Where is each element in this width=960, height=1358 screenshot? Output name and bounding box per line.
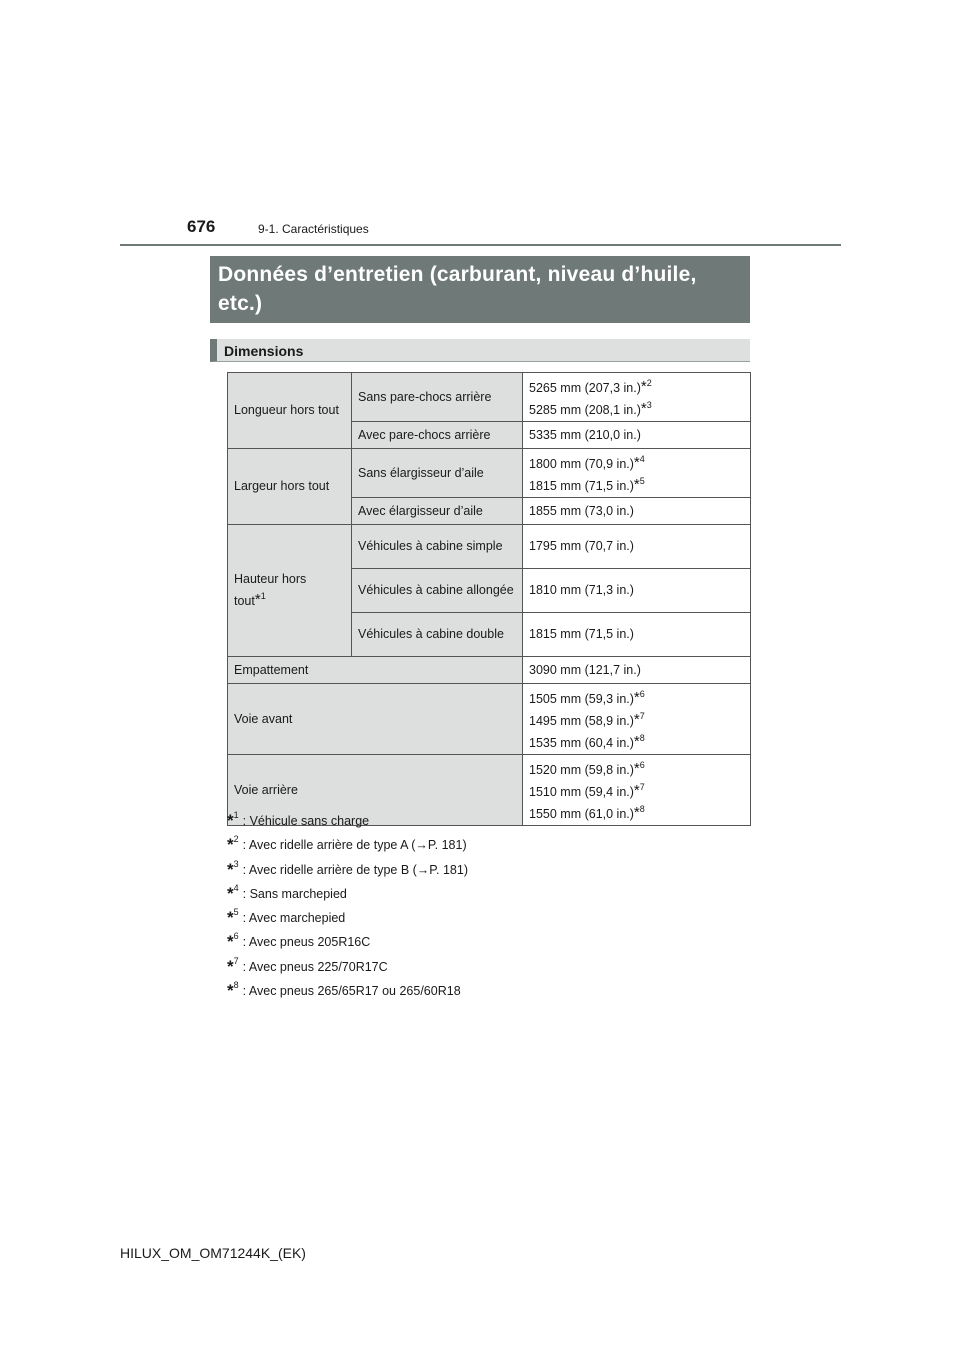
overall-length-values <box>523 373 751 422</box>
footnote-marker: * <box>227 981 234 1001</box>
footnote-3: *$^3$ : Avec ridelle arrière de type B (→P. 181) <box>227 858 468 879</box>
footnote-marker: * <box>227 932 234 952</box>
extended-cab-value: 1810 mm (71,3 in.) <box>523 569 751 613</box>
front-track-values <box>523 684 751 755</box>
section-breadcrumb: 9-1. Caractéristiques <box>258 222 369 236</box>
footnote-marker: * <box>227 908 234 928</box>
value-line: 1800 mm (70,9 in.)*$^4$ <box>529 454 645 471</box>
footnote-marker: * <box>227 811 234 830</box>
value-line: 1535 mm (60,4 in.)*$^8$ <box>529 733 645 750</box>
table-row <box>228 373 751 422</box>
single-cab-label: Véhicules à cabine simple <box>352 525 523 569</box>
footnote-marker: * <box>633 476 640 493</box>
footnote-6: *$^6$ : Avec pneus 205R16C <box>227 931 371 952</box>
wheelbase-label: Empattement <box>228 657 523 684</box>
table-row <box>228 684 751 755</box>
overall-width-values <box>523 449 751 498</box>
document-code: HILUX_OM_OM71244K_(EK) <box>120 1245 306 1261</box>
table-row <box>228 449 751 498</box>
table-row <box>228 525 751 569</box>
table-row <box>228 657 751 684</box>
footnote-1: *$^1$ : Véhicule sans charge <box>227 810 370 830</box>
footnote-marker: * <box>633 689 640 706</box>
overall-length-label: Longueur hors tout <box>228 373 352 449</box>
footnote-7: *$^7$ : Avec pneus 225/70R17C <box>227 955 388 976</box>
footnote-marker: * <box>633 804 640 821</box>
footnote-marker: * <box>227 835 234 855</box>
footnote-5: *$^5$ : Avec marchepied <box>227 907 346 928</box>
footnotes <box>227 805 468 999</box>
header-rule <box>120 244 841 246</box>
double-cab-value: 1815 mm (71,5 in.) <box>523 613 751 657</box>
page-title: Données d’entretien (carburant, niveau d’huile, etc.) <box>210 256 750 323</box>
footnote-2: *$^2$ : Avec ridelle arrière de type A (→P. 181) <box>227 834 467 855</box>
front-track-label: Voie avant <box>228 684 523 755</box>
page-number: 676 <box>187 217 216 236</box>
overall-height-label: Hauteur hors tout*$^1$ <box>228 525 352 657</box>
extended-cab-label: Véhicules à cabine allongée <box>352 569 523 613</box>
rear-track-label: Voie arrière <box>228 755 523 826</box>
footnote-marker: * <box>640 378 647 395</box>
footnote-marker: * <box>633 711 640 728</box>
value-line: 1520 mm (59,8 in.)*$^6$ <box>529 760 645 777</box>
without-fender-flare-label: Sans élargisseur d’aile <box>352 449 523 498</box>
without-rear-bumper-label: Sans pare-chocs arrière <box>352 373 523 422</box>
with-rear-bumper-value: 5335 mm (210,0 in.) <box>523 422 751 449</box>
footnote-marker: * <box>227 859 234 879</box>
with-fender-flare-value: 1855 mm (73,0 in.) <box>523 498 751 525</box>
wheelbase-value: 3090 mm (121,7 in.) <box>523 657 751 684</box>
value-line: 1495 mm (58,9 in.)*$^7$ <box>529 711 645 728</box>
footnote-4: *$^4$ : Sans marchepied <box>227 882 347 903</box>
footnote-marker: * <box>227 883 234 903</box>
value-line: 1815 mm (71,5 in.)*$^5$ <box>529 476 645 493</box>
value-line: 5265 mm (207,3 in.)*$^2$ <box>529 378 652 395</box>
with-fender-flare-label: Avec élargisseur d’aile <box>352 498 523 525</box>
footnote-8: *$^8$ : Avec pneus 265/65R17 ou 265/60R18 <box>227 980 461 1001</box>
footnote-marker: * <box>633 760 640 777</box>
footnote-marker: * <box>633 733 640 750</box>
value-line: 5285 mm (208,1 in.)*$^3$ <box>529 400 652 417</box>
value-line: 1550 mm (61,0 in.)*$^8$ <box>529 804 645 821</box>
single-cab-value: 1795 mm (70,7 in.) <box>523 525 751 569</box>
dimensions-table <box>227 372 751 826</box>
with-rear-bumper-label: Avec pare-chocs arrière <box>352 422 523 449</box>
section-heading-dimensions: Dimensions <box>210 339 750 362</box>
overall-width-label: Largeur hors tout <box>228 449 352 525</box>
value-line: 1505 mm (59,3 in.)*$^6$ <box>529 689 645 706</box>
rear-track-values <box>523 755 751 826</box>
footnote-marker: * <box>640 400 647 417</box>
footnote-marker: * <box>254 591 261 608</box>
value-line: 1510 mm (59,4 in.)*$^7$ <box>529 782 645 799</box>
double-cab-label: Véhicules à cabine double <box>352 613 523 657</box>
footnote-marker: * <box>633 454 640 471</box>
footnote-marker: * <box>227 956 234 976</box>
footnote-marker: * <box>633 782 640 799</box>
